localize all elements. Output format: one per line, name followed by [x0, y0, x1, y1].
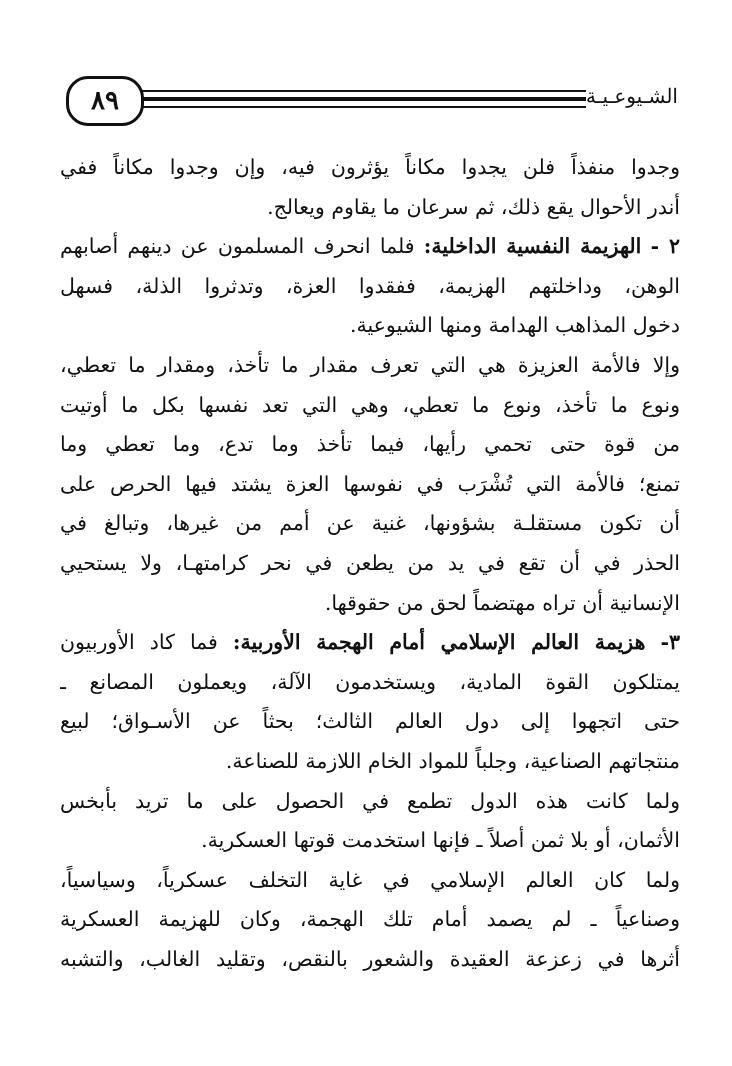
- text-line: الإنسانية أن تراه مهتضماً لحق من حقوقها.: [324, 590, 680, 615]
- text-line: ونوع ما تأخذ، ونوع ما تعطي، وهي التي تعد نفسها بكل ما أوتيت: [60, 392, 680, 417]
- section-heading-line: [60, 623, 680, 663]
- text-line: تمنع؛ فالأمة التي تُشْرَب في نفوسها العزة يشتد فيها الحرص على: [60, 471, 680, 496]
- text-line: أندر الأحوال يقع ذلك، ثم سرعان ما يقاوم ويعالج.: [267, 194, 680, 219]
- text-line: ولما كان العالم الإسلامي في غاية التخلف عسكرياً، وسياسياً،: [60, 867, 680, 892]
- page-number: ٨٩: [66, 76, 144, 126]
- text-line: من قوة حتى تحمي رأيها، فيما تأخذ وما تدع، وما تعطي وما: [60, 432, 680, 457]
- text-line: دخول المذاهب الهدامة ومنها الشيوعية.: [349, 313, 680, 338]
- section-heading: الهزيمة النفسية الداخلية:: [423, 234, 642, 259]
- text-line: ولما كانت هذه الدول تطمع في الحصول على ما تريد بأبخس: [60, 788, 680, 813]
- text-line: الحذر في أن تقع في يد من يطعن في نحر كرامتهـا، ولا يستحيي: [60, 550, 680, 575]
- text-line: أثرها في زعزعة العقيدة والشعور بالنقص، وتقليد الغالب، والتشبه: [60, 946, 680, 971]
- header-rule-top: [136, 90, 586, 92]
- section-heading: هزيمة العالم الإسلامي أمام الهجمة الأوربية:: [232, 630, 646, 655]
- text-line: يمتلكون القوة المادية، ويستخدمون الآلة، ويعملون المصانع ـ: [60, 669, 680, 694]
- section-number: ٢ -: [650, 234, 680, 259]
- section-heading-line: [60, 227, 680, 267]
- text-line: وجدوا منفذاً فلن يجدوا مكاناً يؤثرون فيه، وإن وجدوا مكاناً ففي: [60, 155, 680, 179]
- text-line: أن تكون مستقلـة بشؤونها، غنية عن أمم من غيرها، وتبالغ في: [60, 511, 680, 536]
- text-line: حتى اتجهوا إلى دول العالم الثالث؛ بحثاً عن الأسـواق؛ لبيع: [60, 709, 680, 734]
- section-text: فلما انحرف المسلمون عن دينهم أصابهم: [60, 234, 424, 259]
- text-line: وصناعياً ـ لم يصمد أمام تلك الهجمة، وكان للهزيمة العسكرية: [60, 907, 680, 932]
- text-line: الوهن، وداخلتهم الهزيمة، ففقدوا العزة، وتدثروا الذلة، فسهل: [60, 273, 680, 298]
- section-text: فما كاد الأوربيون: [60, 630, 233, 655]
- text-line: وإلا فالأمة العزيزة هي التي تعرف مقدار ما تأخذ، ومقدار ما تعطي،: [60, 352, 680, 377]
- section-number: ٣-: [660, 630, 680, 655]
- running-header: [66, 76, 678, 128]
- header-rule-bottom: [136, 106, 586, 108]
- body-text: [60, 148, 680, 979]
- header-rule-middle: [136, 97, 586, 101]
- running-title: الشـيوعـيـة: [585, 84, 678, 108]
- text-line: منتجاتهم الصناعية، وجلباً للمواد الخام اللازمة للصناعة.: [225, 748, 680, 773]
- text-line: الأثمان، أو بلا ثمن أصلاً ـ فإنها استخدمت قوتها العسكرية.: [201, 828, 680, 853]
